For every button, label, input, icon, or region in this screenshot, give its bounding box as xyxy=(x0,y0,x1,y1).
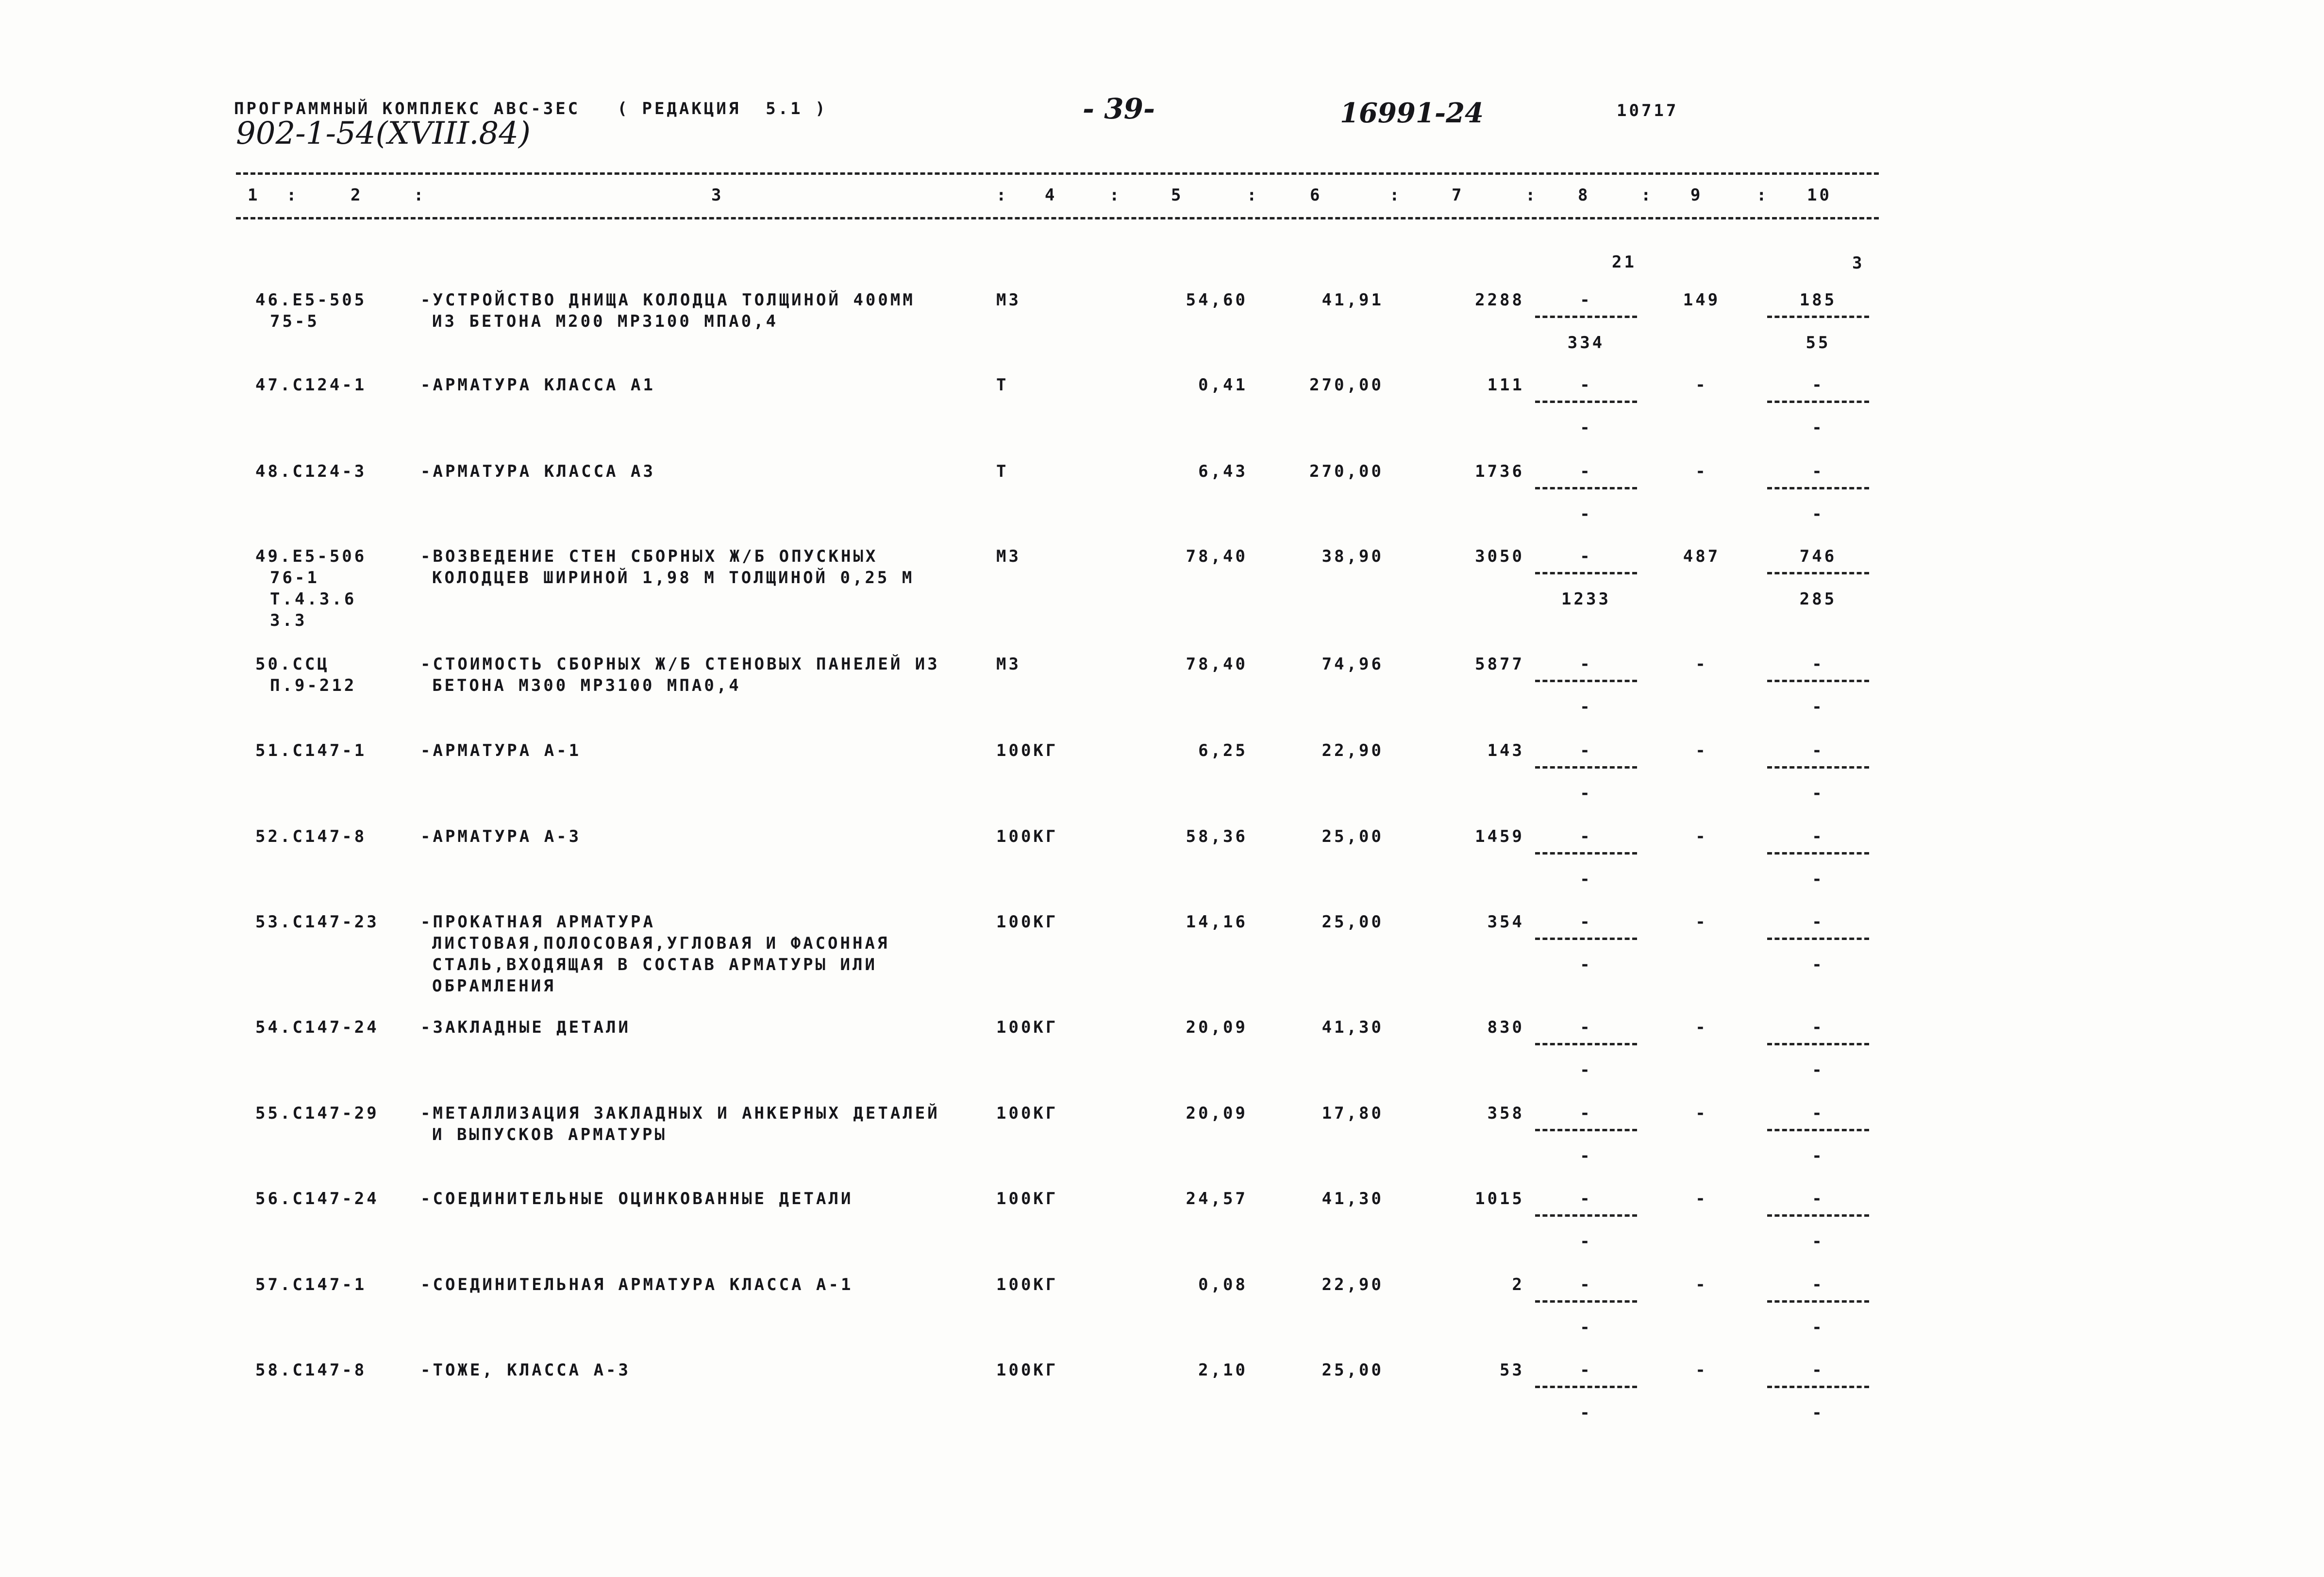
unit-price-cell: 41,91 xyxy=(1321,290,1384,310)
col8-numerator: - xyxy=(1580,375,1592,395)
unit-cell: 100КГ xyxy=(996,1018,1058,1037)
item-code-line: 46.Е5-505 xyxy=(255,290,367,310)
col10-numerator: - xyxy=(1812,1360,1824,1380)
col10-fraction-bar xyxy=(1767,401,1869,403)
col10-numerator: - xyxy=(1812,1275,1824,1294)
col8-denominator: - xyxy=(1580,1060,1592,1080)
col8-fraction-bar xyxy=(1535,316,1637,318)
item-code-line: П.9-212 xyxy=(270,676,357,695)
item-description-line: -ПРОКАТНАЯ АРМАТУРА xyxy=(420,912,655,932)
col8-fraction-bar xyxy=(1535,1043,1637,1045)
col10-numerator: - xyxy=(1812,654,1824,674)
unit-price-cell: 270,00 xyxy=(1309,375,1384,395)
total-cost-cell: 1015 xyxy=(1475,1189,1524,1208)
quantity-cell: 20,09 xyxy=(1186,1104,1248,1123)
col-header-6: 6 xyxy=(1310,185,1322,205)
col10-denominator: - xyxy=(1812,784,1824,803)
item-code-line: 57.С147-1 xyxy=(255,1275,367,1294)
col8-denominator: - xyxy=(1580,784,1592,803)
col8-denominator: 1233 xyxy=(1561,589,1611,609)
quantity-cell: 58,36 xyxy=(1186,827,1248,846)
item-description-line: -ЗАКЛАДНЫЕ ДЕТАЛИ xyxy=(420,1018,631,1037)
unit-price-cell: 38,90 xyxy=(1321,547,1384,566)
handwritten-project-code: 902-1-54(XVIII.84) xyxy=(236,116,531,151)
item-description-line: И ВЫПУСКОВ АРМАТУРЫ xyxy=(432,1125,667,1144)
col-header-9: 9 xyxy=(1690,185,1703,205)
item-description-line: -ТОЖЕ, КЛАССА А-3 xyxy=(420,1360,631,1380)
col10-denominator: - xyxy=(1812,418,1824,437)
col8-fraction-bar xyxy=(1535,1300,1637,1303)
col10-numerator: 185 xyxy=(1799,290,1837,310)
item-description-line: -АРМАТУРА КЛАССА А1 xyxy=(420,375,655,395)
col10-denominator: - xyxy=(1812,1403,1824,1423)
col8-denominator: 334 xyxy=(1567,333,1605,352)
item-description-line: ЛИСТОВАЯ,ПОЛОСОВАЯ,УГЛОВАЯ И ФАСОННАЯ xyxy=(432,934,890,953)
quantity-cell: 14,16 xyxy=(1186,912,1248,932)
col10-fraction-bar xyxy=(1767,487,1869,489)
col-header-4: 4 xyxy=(1045,185,1057,205)
total-cost-cell: 143 xyxy=(1487,741,1524,760)
item-code-line: 76-1 xyxy=(270,568,319,587)
col-header-10: 10 xyxy=(1807,185,1832,205)
col8-fraction-bar xyxy=(1535,572,1637,574)
unit-cell: 100КГ xyxy=(996,741,1058,760)
col8-fraction-bar xyxy=(1535,1129,1637,1131)
col10-numerator: - xyxy=(1812,375,1824,395)
col8-fraction-bar xyxy=(1535,401,1637,403)
quantity-cell: 78,40 xyxy=(1186,547,1248,566)
quantity-cell: 0,41 xyxy=(1198,375,1248,395)
col9-cell: - xyxy=(1695,912,1708,932)
col10-denominator: - xyxy=(1812,504,1824,524)
col9-cell: - xyxy=(1695,1189,1708,1208)
item-description-line: -АРМАТУРА А-3 xyxy=(420,827,582,846)
col10-fraction-bar xyxy=(1767,1129,1869,1131)
col10-denominator: - xyxy=(1812,1146,1824,1166)
page-number: - 39- xyxy=(1083,92,1155,125)
col10-numerator: - xyxy=(1812,741,1824,760)
col10-numerator: - xyxy=(1812,462,1824,481)
item-code-line: 50.ССЦ xyxy=(255,654,330,674)
col8-numerator: - xyxy=(1580,1018,1592,1037)
total-cost-cell: 2 xyxy=(1512,1275,1524,1294)
unit-cell: 100КГ xyxy=(996,1360,1058,1380)
unit-price-cell: 41,30 xyxy=(1321,1018,1384,1037)
header-bottom-rule xyxy=(236,217,1879,219)
col8-numerator: - xyxy=(1580,462,1592,481)
col10-denominator: - xyxy=(1812,955,1824,974)
col10-numerator: - xyxy=(1812,1189,1824,1208)
col10-numerator: - xyxy=(1812,912,1824,932)
col8-denominator: - xyxy=(1580,697,1592,717)
item-description-line: -УСТРОЙСТВО ДНИЩА КОЛОДЦА ТОЛЩИНОЙ 400ММ xyxy=(420,290,915,310)
unit-price-cell: 74,96 xyxy=(1321,654,1384,674)
unit-price-cell: 270,00 xyxy=(1309,462,1384,481)
col10-denominator: - xyxy=(1812,1060,1824,1080)
unit-price-cell: 25,00 xyxy=(1321,1360,1384,1380)
col9-cell: 149 xyxy=(1683,290,1721,310)
col-header-3: 3 xyxy=(711,185,724,205)
quantity-cell: 6,43 xyxy=(1198,462,1248,481)
col10-fraction-bar xyxy=(1767,1043,1869,1045)
total-cost-cell: 111 xyxy=(1487,375,1524,395)
col-header-8: 8 xyxy=(1578,185,1590,205)
col8-numerator: - xyxy=(1580,654,1592,674)
col8-denominator: - xyxy=(1580,870,1592,889)
col10-denominator: - xyxy=(1812,870,1824,889)
item-code-line: 47.С124-1 xyxy=(255,375,367,395)
col10-fraction-bar xyxy=(1767,1214,1869,1217)
item-description-line: -АРМАТУРА КЛАССА А3 xyxy=(420,462,655,481)
col8-numerator: - xyxy=(1580,1360,1592,1380)
item-description-line: СТАЛЬ,ВХОДЯЩАЯ В СОСТАВ АРМАТУРЫ ИЛИ xyxy=(432,955,877,974)
unit-cell: М3 xyxy=(996,654,1021,674)
col8-numerator: - xyxy=(1580,912,1592,932)
col10-fraction-bar xyxy=(1767,572,1869,574)
item-description-line: БЕТОНА М300 МРЗ100 МПА0,4 xyxy=(432,676,741,695)
total-cost-cell: 5877 xyxy=(1475,654,1524,674)
unit-cell: М3 xyxy=(996,547,1021,566)
col8-numerator: - xyxy=(1580,1189,1592,1208)
col8-numerator: - xyxy=(1580,827,1592,846)
document-number: 10717 xyxy=(1617,101,1679,120)
col10-fraction-bar xyxy=(1767,680,1869,682)
quantity-cell: 2,10 xyxy=(1198,1360,1248,1380)
item-description-line: -МЕТАЛЛИЗАЦИЯ ЗАКЛАДНЫХ И АНКЕРНЫХ ДЕТАЛЕЙ xyxy=(420,1104,940,1123)
col9-cell: - xyxy=(1695,827,1708,846)
col-header-7: 7 xyxy=(1452,185,1464,205)
item-code-line: 52.С147-8 xyxy=(255,827,367,846)
item-code-line: 58.С147-8 xyxy=(255,1360,367,1380)
total-cost-cell: 2288 xyxy=(1475,290,1524,310)
col10-fraction-bar xyxy=(1767,1386,1869,1388)
total-cost-cell: 830 xyxy=(1487,1018,1524,1037)
column-header-row: 1 : 2 : 3 : 4 : 5 : 6 : 7 : 8 : 9 : 10 xyxy=(248,185,1832,205)
col10-denominator: - xyxy=(1812,1232,1824,1251)
quantity-cell: 24,57 xyxy=(1186,1189,1248,1208)
col9-cell: - xyxy=(1695,375,1708,395)
unit-price-cell: 25,00 xyxy=(1321,827,1384,846)
col8-numerator: - xyxy=(1580,1104,1592,1123)
item-code-line: 3.3 xyxy=(270,611,307,630)
col8-denominator: - xyxy=(1580,1403,1592,1423)
col8-numerator: - xyxy=(1580,741,1592,760)
col9-cell: - xyxy=(1695,1275,1708,1294)
col8-denominator: - xyxy=(1580,1146,1592,1166)
col9-cell: - xyxy=(1695,1018,1708,1037)
col10-numerator: - xyxy=(1812,1104,1824,1123)
col-header-1: 1 xyxy=(248,185,260,205)
col8-denominator: - xyxy=(1580,1232,1592,1251)
col10-numerator: 746 xyxy=(1799,547,1837,566)
col8-fraction-bar xyxy=(1535,852,1637,855)
unit-cell: Т xyxy=(996,462,1009,481)
col9-cell: - xyxy=(1695,741,1708,760)
col8-fraction-bar xyxy=(1535,1386,1637,1388)
col9-cell: 487 xyxy=(1683,547,1721,566)
col10-fraction-bar xyxy=(1767,766,1869,769)
total-cost-cell: 53 xyxy=(1500,1360,1524,1380)
col10-fraction-bar xyxy=(1767,316,1869,318)
item-code-line: Т.4.3.6 xyxy=(270,589,357,609)
quantity-cell: 54,60 xyxy=(1186,290,1248,310)
unit-price-cell: 22,90 xyxy=(1321,1275,1384,1294)
col8-fraction-bar xyxy=(1535,938,1637,940)
item-description-line: КОЛОДЦЕВ ШИРИНОЙ 1,98 М ТОЛЩИНОЙ 0,25 М xyxy=(432,568,915,587)
col8-fraction-bar xyxy=(1535,487,1637,489)
col10-denominator: - xyxy=(1812,697,1824,717)
item-description-line: -СОЕДИНИТЕЛЬНЫЕ ОЦИНКОВАННЫЕ ДЕТАЛИ xyxy=(420,1189,853,1208)
unit-price-cell: 25,00 xyxy=(1321,912,1384,932)
col8-numerator: - xyxy=(1580,290,1592,310)
quantity-cell: 6,25 xyxy=(1198,741,1248,760)
col9-cell: - xyxy=(1695,1104,1708,1123)
unit-price-cell: 22,90 xyxy=(1321,741,1384,760)
quantity-cell: 0,08 xyxy=(1198,1275,1248,1294)
unit-cell: Т xyxy=(996,375,1009,395)
quantity-cell: 78,40 xyxy=(1186,654,1248,674)
item-code-line: 75-5 xyxy=(270,312,319,331)
unit-cell: 100КГ xyxy=(996,912,1058,932)
col10-fraction-bar xyxy=(1767,938,1869,940)
total-cost-cell: 1459 xyxy=(1475,827,1524,846)
col-header-5: 5 xyxy=(1171,185,1184,205)
col8-denominator: - xyxy=(1580,418,1592,437)
col9-cell: - xyxy=(1695,462,1708,481)
col10-numerator: - xyxy=(1812,827,1824,846)
item-code-line: 51.С147-1 xyxy=(255,741,367,760)
col10-fraction-bar xyxy=(1767,852,1869,855)
item-code-line: 49.Е5-506 xyxy=(255,547,367,566)
handwritten-document-number: 16991-24 xyxy=(1340,97,1484,129)
unit-cell: 100КГ xyxy=(996,1189,1058,1208)
col9-cell: - xyxy=(1695,654,1708,674)
unit-price-cell: 17,80 xyxy=(1321,1104,1384,1123)
item-code-line: 55.С147-29 xyxy=(255,1104,379,1123)
col8-denominator: - xyxy=(1580,955,1592,974)
item-description-line: -СТОИМОСТЬ СБОРНЫХ Ж/Б СТЕНОВЫХ ПАНЕЛЕЙ ИЗ xyxy=(420,654,940,674)
col8-fraction-bar xyxy=(1535,1214,1637,1217)
unit-cell: 100КГ xyxy=(996,827,1058,846)
col8-fraction-bar xyxy=(1535,766,1637,769)
col8-numerator: - xyxy=(1580,547,1592,566)
item-description-line: -АРМАТУРА А-1 xyxy=(420,741,582,760)
item-description-line: -СОЕДИНИТЕЛЬНАЯ АРМАТУРА КЛАССА А-1 xyxy=(420,1275,853,1294)
unit-cell: 100КГ xyxy=(996,1275,1058,1294)
col10-fraction-bar xyxy=(1767,1300,1869,1303)
col10-denominator: - xyxy=(1812,1318,1824,1337)
item-code-line: 53.С147-23 xyxy=(255,912,379,932)
carry-total-col10: 3 xyxy=(1852,253,1865,273)
total-cost-cell: 354 xyxy=(1487,912,1524,932)
unit-price-cell: 41,30 xyxy=(1321,1189,1384,1208)
item-code-line: 56.С147-24 xyxy=(255,1189,379,1208)
col9-cell: - xyxy=(1695,1360,1708,1380)
item-code-line: 54.С147-24 xyxy=(255,1018,379,1037)
quantity-cell: 20,09 xyxy=(1186,1018,1248,1037)
total-cost-cell: 3050 xyxy=(1475,547,1524,566)
unit-cell: 100КГ xyxy=(996,1104,1058,1123)
total-cost-cell: 358 xyxy=(1487,1104,1524,1123)
col8-fraction-bar xyxy=(1535,680,1637,682)
item-description-line: ОБРАМЛЕНИЯ xyxy=(432,976,556,996)
program-title: ПРОГРАММНЫЙ КОМПЛЕКС АВС-3ЕС ( РЕДАКЦИЯ 5.1 ) xyxy=(234,99,828,118)
col-header-2: 2 xyxy=(351,185,363,205)
unit-cell: М3 xyxy=(996,290,1021,310)
col8-numerator: - xyxy=(1580,1275,1592,1294)
item-description-line: ИЗ БЕТОНА М200 МРЗ100 МПА0,4 xyxy=(432,312,779,331)
item-code-line: 48.С124-3 xyxy=(255,462,367,481)
header-top-rule xyxy=(236,172,1879,175)
col10-denominator: 285 xyxy=(1799,589,1837,609)
col8-denominator: - xyxy=(1580,1318,1592,1337)
col8-denominator: - xyxy=(1580,504,1592,524)
item-description-line: -ВОЗВЕДЕНИЕ СТЕН СБОРНЫХ Ж/Б ОПУСКНЫХ xyxy=(420,547,878,566)
carry-total-col8: 21 xyxy=(1612,252,1637,272)
total-cost-cell: 1736 xyxy=(1475,462,1524,481)
col10-numerator: - xyxy=(1812,1018,1824,1037)
col10-denominator: 55 xyxy=(1806,333,1831,352)
